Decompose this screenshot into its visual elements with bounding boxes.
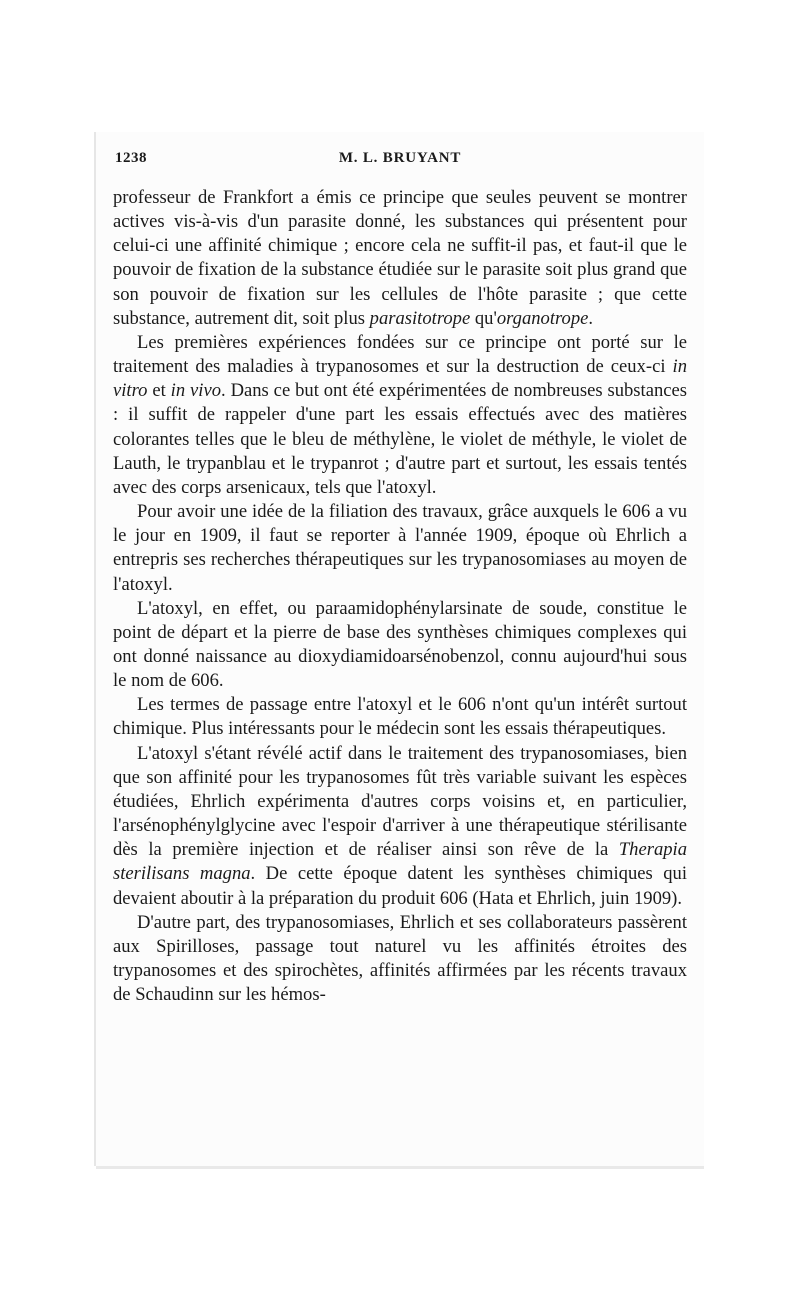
text-run: . De cette époque datent les synthèses chimiques qui devaient aboutir à la préparation du produit 606 (Hata et Ehrlich, juin 1909). xyxy=(113,863,688,909)
text-run: Les termes de passage entre l'atoxyl et le 606 n'ont qu'un intérêt surtout chimique. Plus intéressants pour le médecin sont les essais thérapeutiques. xyxy=(113,694,687,740)
page-header xyxy=(113,146,687,170)
paragraph xyxy=(113,500,687,597)
italic-run: parasitotrope xyxy=(369,307,471,329)
text-run: D'autre part, des trypanosomiases, Ehrlich et ses collaborateurs passèrent aux Spirilloses, passage tout naturel vu les affinités étroites des trypanosomes et des spirochètes, affinités affirmées par les récents travaux de Schaudinn sur les hémos- xyxy=(113,911,687,1006)
italic-run: in vivo xyxy=(170,380,222,402)
text-run: et xyxy=(147,380,171,402)
paragraph xyxy=(113,331,687,500)
text-run: . xyxy=(588,307,594,329)
text-run: Les premières expériences fondées sur ce principe ont porté sur le traitement des maladies à trypanosomes et sur la destruction de ceux-ci xyxy=(113,331,687,378)
paragraph xyxy=(113,693,687,741)
text-run: L'atoxyl, en effet, ou paraamidophénylarsinate de soude, constitue le point de départ et la pierre de base des synthèses chimiques complexes qui ont donné naissance au dioxydiamidoarsénobenzol, connu aujourd'hui sous le nom de 606. xyxy=(113,597,687,692)
running-head: M. L. BRUYANT xyxy=(338,150,462,166)
italic-run: in vitro xyxy=(113,356,687,402)
text-run: L'atoxyl s'étant révélé actif dans le traitement des trypanosomiases, bien que son affinité pour les trypanosomes fût très variable suivant les espèces étudiées, Ehrlich expérimenta d'autres corps voisins et, en particulier, l'arsénophénylglycine avec l'espoir d'arriver à une thérapeutique stérilisante dès la première injection et de réaliser ainsi son rêve de la xyxy=(113,742,687,861)
paragraph xyxy=(113,742,687,911)
page-number: 1238 xyxy=(115,150,147,166)
text-run: Pour avoir une idée de la filiation des travaux, grâce auxquels le 606 a vu le jour en 1909, il faut se reporter à l'année 1909, époque où Ehrlich a entrepris ses recherches thérapeutiques sur les trypanosomiases au moyen de l'atoxyl. xyxy=(113,501,687,595)
text-run: professeur de Frankfort a émis ce principe que seules peuvent se montrer actives vis-à-vis d'un parasite donné, les substances qui présentent pour celui-ci une affinité chimique ; encore cela ne suffit-il pas, et faut-il que le pouvoir de fixation de la substance étudiée sur le parasite soit plus grand que son pouvoir de fixation sur les cellules de l'hôte parasite ; que cette substance, autrement dit, soit plus xyxy=(113,187,687,329)
text-run: qu' xyxy=(470,307,497,329)
book-page xyxy=(113,146,687,1007)
italic-run: organotrope xyxy=(496,307,589,329)
italic-run: Therapia sterilisans magna xyxy=(113,839,687,885)
page-body xyxy=(113,186,687,1007)
text-run: . Dans ce but ont été expérimentées de nombreuses substances : il suffit de rappeler d'une part les essais effectués avec des matières colorantes telles que le bleu de méthylène, le violet de méthyle, le violet de Lauth, le trypanblau et le trypanrot ; d'autre part et surtout, les essais tentés avec des corps arsenicaux, tels que l'atoxyl. xyxy=(113,380,687,498)
paragraph xyxy=(113,911,687,1008)
paragraph xyxy=(113,597,687,694)
paragraph xyxy=(113,186,687,331)
